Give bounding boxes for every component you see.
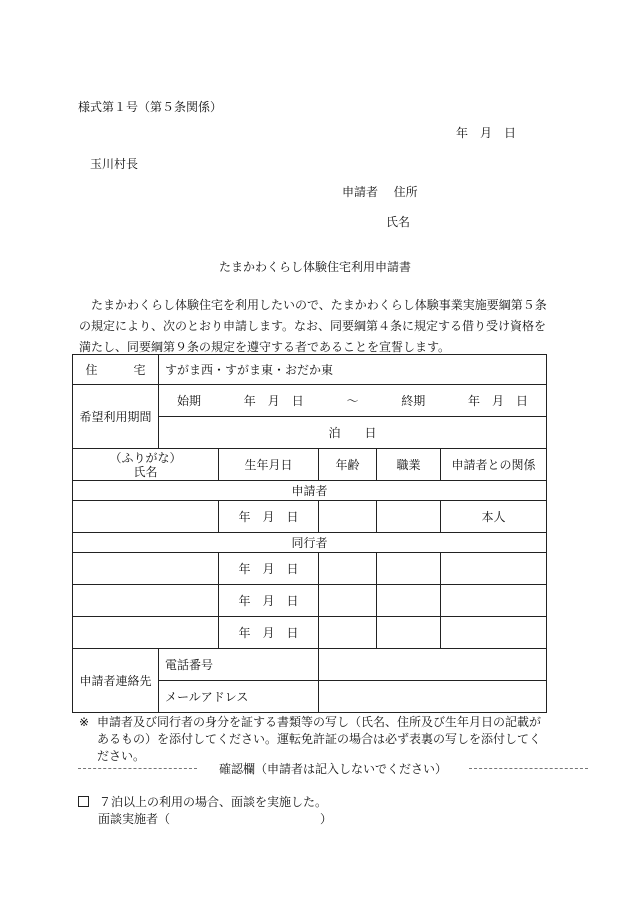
interviewer-line <box>98 810 332 827</box>
companion-job-cell[interactable] <box>377 617 441 649</box>
email-label: メールアドレス <box>159 681 319 713</box>
start-date: 年 月 日 <box>243 394 304 408</box>
confirm-row <box>78 760 588 777</box>
companion-relation-cell[interactable] <box>441 553 547 585</box>
note-text: 申請者及び同行者の身分を証する書類等の写し（氏名、住所及び生年月日の記載があるもの）を添付してください。運転免許証の場合は必ず表裏の写しを添付してください。 <box>97 715 542 763</box>
age-header: 年齢 <box>319 449 377 481</box>
tilde: ～ <box>346 394 359 408</box>
confirm-label: 確認欄（申請者は記入しないでください） <box>219 762 448 776</box>
form-number: 様式第１号（第５条関係） <box>78 100 223 114</box>
phone-value[interactable] <box>319 649 547 681</box>
applicant-name-label: 氏名 <box>386 215 411 229</box>
companion-age-cell[interactable] <box>319 553 377 585</box>
period-label: 希望利用期間 <box>73 385 159 449</box>
applicant-address-line <box>342 183 418 200</box>
applicant-relation-cell: 本人 <box>441 501 547 533</box>
applicant-age-cell[interactable] <box>319 501 377 533</box>
residence-value[interactable]: すがま西・すがま東・おだか東 <box>159 355 547 385</box>
applicant-birth-cell[interactable]: 年 月 日 <box>219 501 319 533</box>
note-mark: ※ <box>79 715 90 729</box>
companion-birth-cell[interactable]: 年 月 日 <box>219 585 319 617</box>
phone-label: 電話番号 <box>159 649 319 681</box>
period-range[interactable] <box>159 385 547 417</box>
companion-name-cell[interactable] <box>73 617 219 649</box>
companion-age-cell[interactable] <box>319 617 377 649</box>
application-table <box>72 354 547 713</box>
companion-birth-cell[interactable]: 年 月 日 <box>219 553 319 585</box>
relation-header: 申請者との関係 <box>441 449 547 481</box>
intro-text: たまかわくらし体験住宅を利用したいので、たまかわくらし体験事業実施要綱第５条の規定により、次のとおり申請します。なお、同要綱第４条に規定する借り受け資格を満たし、同要綱第９条の規定を遵守する者であることを宣誓します。 <box>79 298 547 354</box>
companion-job-cell[interactable] <box>377 585 441 617</box>
interviewer-close: ） <box>320 812 333 826</box>
companion-name-cell[interactable] <box>73 553 219 585</box>
start-label: 始期 <box>177 394 202 408</box>
note <box>79 714 549 765</box>
dashed-divider-left <box>78 768 197 769</box>
applicant-section-header: 申請者 <box>73 481 547 501</box>
birth-header: 生年月日 <box>219 449 319 481</box>
companion-birth-cell[interactable]: 年 月 日 <box>219 617 319 649</box>
job-header: 職業 <box>377 449 441 481</box>
companion-relation-cell[interactable] <box>441 585 547 617</box>
end-label: 終期 <box>401 394 426 408</box>
email-value[interactable] <box>319 681 547 713</box>
furigana-label: （ふりがな） <box>109 450 182 465</box>
dashed-divider-right <box>469 768 588 769</box>
name-label: 氏名 <box>133 464 158 479</box>
companion-age-cell[interactable] <box>319 585 377 617</box>
companion-name-cell[interactable] <box>73 585 219 617</box>
addressee: 玉川村長 <box>90 157 139 171</box>
applicant-label: 申請者 <box>342 185 379 199</box>
name-header <box>73 449 219 481</box>
nights-field[interactable]: 泊 日 <box>159 417 547 449</box>
companion-section-header: 同行者 <box>73 533 547 553</box>
contact-label: 申請者連絡先 <box>73 649 159 713</box>
address-label: 住所 <box>393 185 418 199</box>
end-date: 年 月 日 <box>467 394 528 408</box>
page-title: たまかわくらし体験住宅利用申請書 <box>218 260 411 274</box>
applicant-job-cell[interactable] <box>377 501 441 533</box>
residence-label: 住 宅 <box>73 355 159 385</box>
interviewer-label: 面談実施者（ <box>98 812 171 826</box>
date-line: 年 月 日 <box>456 126 517 140</box>
companion-job-cell[interactable] <box>377 553 441 585</box>
applicant-name-cell[interactable] <box>73 501 219 533</box>
interview-check-row <box>78 793 327 810</box>
companion-relation-cell[interactable] <box>441 617 547 649</box>
interview-checkbox[interactable] <box>78 796 89 807</box>
interview-check-text: ７泊以上の利用の場合、面談を実施した。 <box>99 795 328 809</box>
